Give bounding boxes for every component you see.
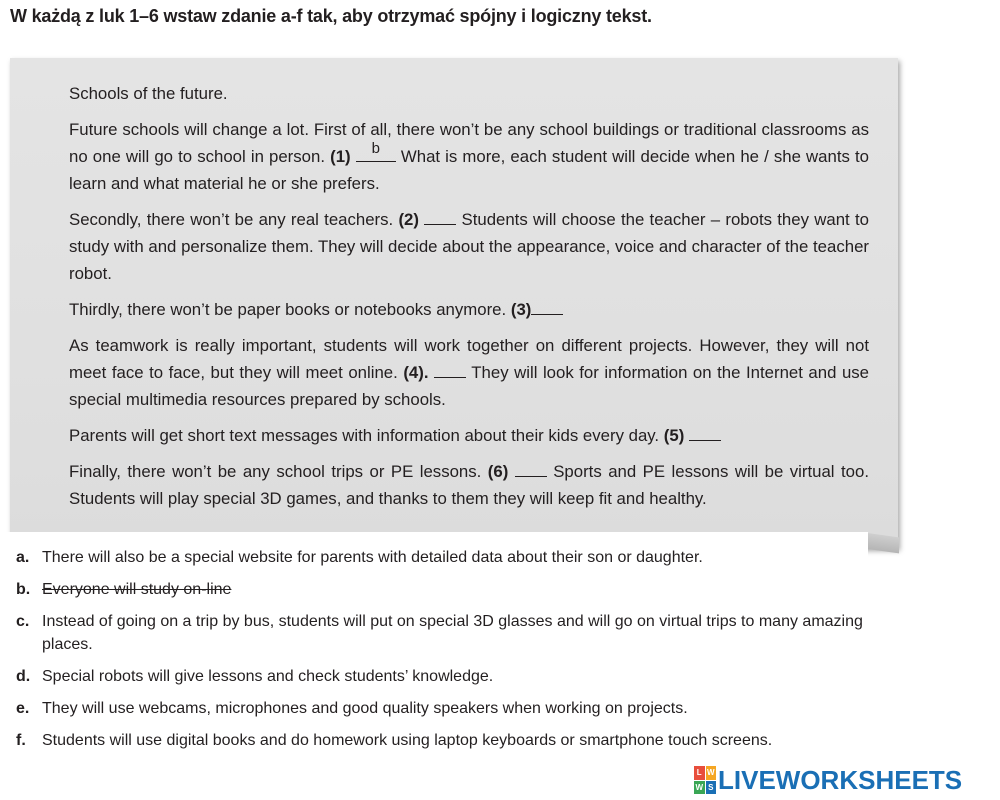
gap-1-number: (1) [330,147,351,166]
liveworksheets-logo[interactable] [694,765,962,795]
article [69,80,869,521]
paragraph-4 [69,332,869,413]
paragraph-5 [69,422,869,449]
paragraph-3 [69,296,869,323]
option-b [16,578,896,601]
p4-text-after: They will look for information on the Internet and use special multimedia resources prepared by schools. [69,363,870,409]
option-f-text: Students will use digital books and do homework using laptop keyboards or smartphone touch screens. [42,732,773,749]
p5-text-before: Parents will get short text messages with information about their kids every day. [69,426,660,445]
p6-text-before: Finally, there won’t be any school trips or PE lessons. [69,462,482,481]
option-a-text: There will also be a special website for parents with detailed data about their son or daughter. [42,549,703,566]
gap-2-input[interactable] [424,210,456,225]
p2-text-after: Students will choose the teacher – robots they want to study with and personalize them. They will decide about the appearance, voice and character of the teacher robot. [69,210,869,283]
gap-2-number: (2) [398,210,419,229]
gap-5-input[interactable] [689,426,721,441]
gap-3-input[interactable] [531,300,563,315]
option-f-letter: f. [16,732,26,749]
p1-text-after: What is more, each student will decide when he / she wants to learn and what material he or she prefers. [69,147,870,193]
p6-text-after: Sports and PE lessons will be virtual too. Students will play special 3D games, and thanks to them they will keep fit and healthy. [69,462,869,508]
gap-5-number: (5) [663,426,685,445]
option-a-letter: a. [16,549,30,566]
gap-6-input[interactable] [515,462,547,477]
gap-3-number: (3) [510,300,532,319]
paragraph-1 [69,116,869,197]
option-a [16,546,896,569]
option-b-letter: b. [16,581,31,598]
gap-4-number: (4). [403,363,429,382]
option-e-letter: e. [16,700,30,717]
p1-text-before: Future schools will change a lot. First of all, there won’t be any school buildings or traditional classrooms as no one will go to school in person. [69,120,869,166]
options-list [16,546,896,761]
paragraph-2 [69,206,869,287]
option-d-letter: d. [16,668,31,685]
paragraph-6 [69,458,869,512]
gap-6-number: (6) [487,462,509,481]
option-b-text: Everyone will study on-line [42,581,232,598]
option-e-text: They will use webcams, microphones and good quality speakers when working on projects. [42,700,688,717]
option-d-text: Special robots will give lessons and check students’ knowledge. [42,668,494,685]
option-d [16,665,896,688]
gap-4-input[interactable] [434,363,466,378]
liveworksheets-logo-text: LIVEWORKSHEETS [718,764,963,795]
gap-1-answer: b [371,140,380,157]
p4-text-before: As teamwork is really important, students will work together on different projects. However, they will not meet face to face, but they will meet online. [69,336,869,382]
gap-1-input[interactable] [356,140,396,162]
p2-text-before: Secondly, there won’t be any real teachers. [69,210,394,229]
instruction-heading: W każdą z luk 1–6 wstaw zdanie a-f tak, aby otrzymać spójny i logiczny tekst. [10,6,652,26]
option-c [16,610,896,656]
option-e [16,697,896,720]
liveworksheets-logo-icon: L W W S [694,766,716,794]
option-c-letter: c. [16,613,30,630]
option-f [16,729,896,752]
option-c-text: Instead of going on a trip by bus, students will put on special 3D glasses and will go on virtual trips to many amazing places. [42,613,863,653]
article-title: Schools of the future. [69,84,228,103]
p3-text-before: Thirdly, there won’t be paper books or notebooks anymore. [69,300,507,319]
